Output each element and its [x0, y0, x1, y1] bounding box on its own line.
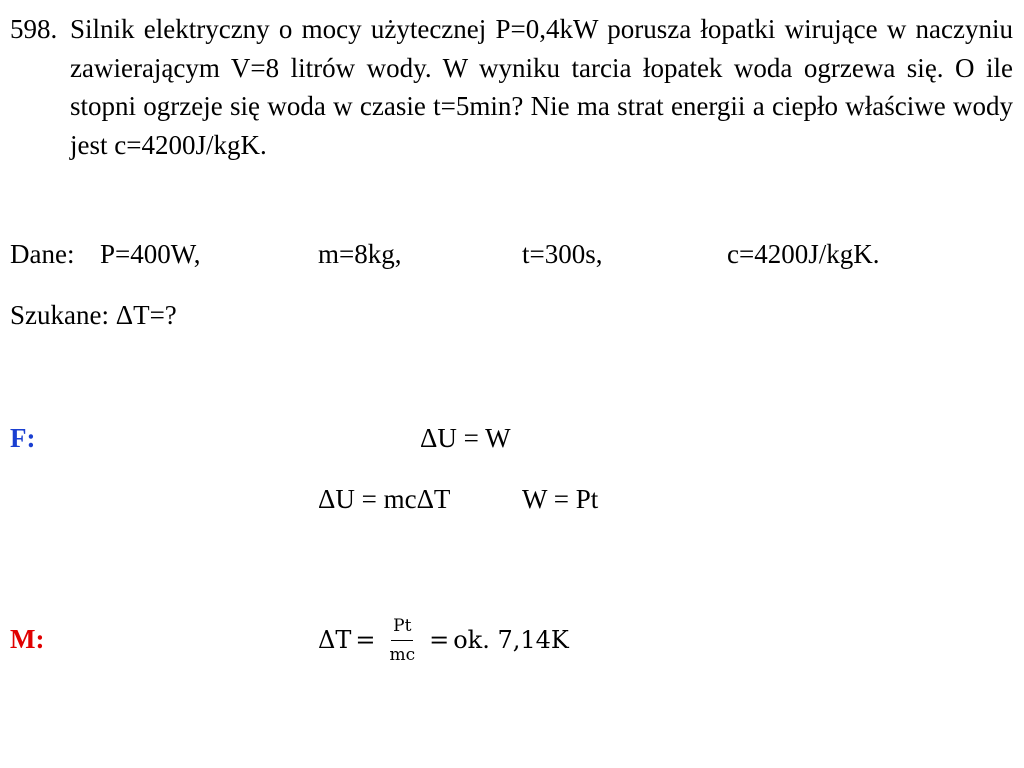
given-label: Dane:: [10, 239, 75, 269]
physics-section-label: F:: [10, 423, 36, 453]
given-power: P=400W,: [100, 239, 201, 269]
internal-energy-equation: ΔU = mcΔT: [318, 484, 451, 514]
fraction-numerator: Pt: [391, 615, 413, 641]
fraction-denominator: mc: [389, 644, 416, 665]
given-specific-heat: c=4200J/kgK.: [727, 239, 880, 269]
formula-result: ok. 7,14K: [453, 626, 569, 654]
math-section-label: M:: [10, 624, 45, 654]
energy-balance-equation: ΔU = W: [420, 423, 511, 453]
problem-text: Silnik elektryczny o mocy użytecznej P=0,4kW porusza łopatki wirujące w naczyniu zawierającym V=8 litrów wody. W wyniku tarcia łopatek woda ogrzewa się. O ile stopni ogrzeje się woda w czasie t=5min? Nie ma strat energii a ciepło właściwe wody jest c=4200J/kgK.: [70, 14, 1013, 160]
result-formula: [318, 606, 569, 674]
formula-lhs: ΔT: [318, 626, 352, 654]
formula-equals-1: =: [355, 626, 376, 654]
formula-equals-2: =: [429, 626, 450, 654]
sought-quantity: Szukane: ΔT=?: [10, 300, 177, 330]
problem-number: 598.: [10, 14, 58, 44]
formula-fraction: [387, 615, 417, 666]
given-mass: m=8kg,: [318, 239, 402, 269]
problem-statement: [10, 10, 1013, 164]
work-equation: W = Pt: [522, 484, 599, 514]
given-time: t=300s,: [522, 239, 603, 269]
